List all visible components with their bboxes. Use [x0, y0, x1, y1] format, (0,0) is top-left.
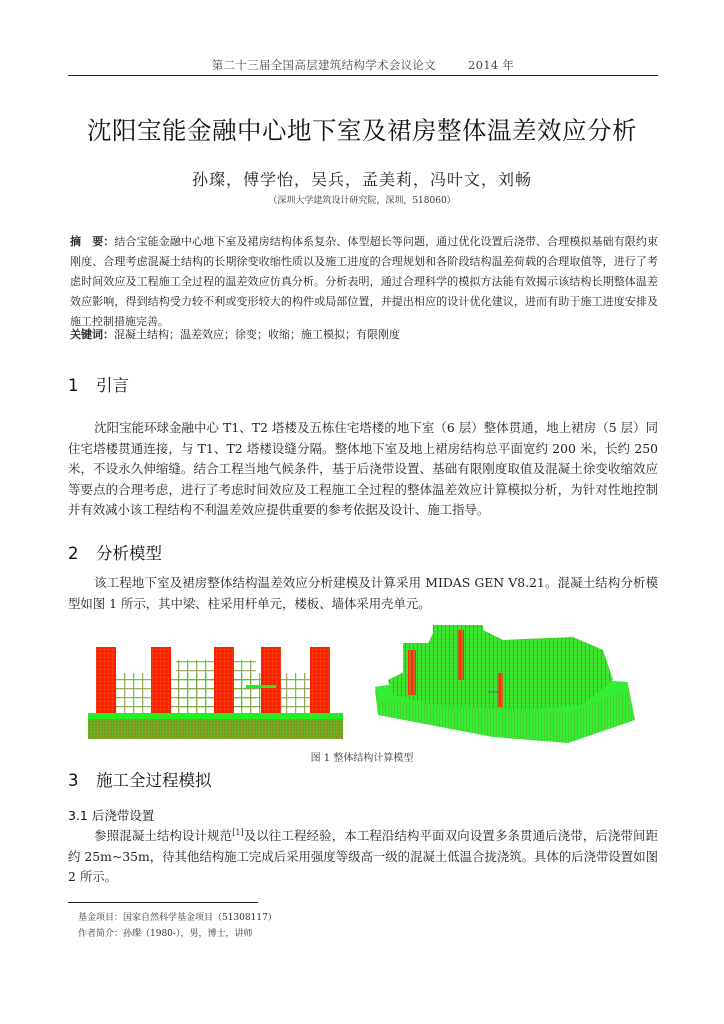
section-heading-2 — [68, 540, 162, 564]
section-number: 3 — [68, 771, 79, 790]
footnote-rule — [68, 902, 258, 903]
keywords-label: 关键词： — [70, 328, 114, 341]
section-2-paragraph — [68, 573, 658, 614]
figure-1-caption: 图 1 整体结构计算模型 — [310, 753, 414, 764]
header-rule — [68, 75, 658, 76]
section-title: 分析模型 — [96, 544, 162, 563]
subsection-heading-3-1 — [68, 806, 154, 824]
section-number: 1 — [68, 376, 79, 395]
keywords — [70, 326, 658, 342]
section-3-1-paragraph — [68, 823, 658, 888]
conference-name: 第二十三届全国高层建筑结构学术会议论文 — [211, 58, 436, 72]
paragraph-text-after-ref: 及以往工程经验，本工程沿结构平面双向设置多条贯通后浇带，后浇带间距约 25m~35m，待其他结构施工完成后采用强度等级高一级的混凝土低温合拢浇筑。具体的后浇带设置如图 2 所示。 — [68, 828, 659, 885]
elevation-model-image — [88, 625, 348, 740]
abstract-label: 摘 要： — [70, 235, 115, 248]
abstract-text: 结合宝能金融中心地下室及裙房结构体系复杂、体型超长等问题，通过优化设置后浇带、合理模拟基础有限约束刚度、合理考虑混凝土结构的长期徐变收缩性质以及施工进度的合理规划和各阶段结构温差荷载的合理取值等，进行了考虑时间效应及工程施工全过程的温差效应仿真分析。分析表明，通过合理科学的模拟方法能有效揭示该结构长期整体温差效应影响，得到结构受力较不利或变形较大的构件或局部位置，并提出相应的设计优化建议，进而有助于施工进度安排及施工控制措施完善。 — [70, 235, 659, 328]
section-heading-1 — [68, 372, 129, 396]
section-heading-3 — [68, 767, 212, 791]
paragraph-text-before-ref: 参照混凝土结构设计规范 — [94, 828, 233, 844]
citation-ref[interactable]: [1] — [232, 828, 244, 837]
section-1-paragraph — [68, 418, 658, 521]
section-title: 施工全过程模拟 — [96, 771, 212, 790]
svg-text:▭▭▭: ▭▭▭ — [488, 689, 500, 694]
subsection-number: 3.1 — [68, 808, 88, 823]
running-header — [68, 57, 658, 73]
footnote-author-bio: 作者简介：孙璨（1980-），男，博士，讲师 — [78, 929, 253, 939]
figure-1 — [88, 625, 643, 745]
paper-title: 沈阳宝能金融中心地下室及裙房整体温差效应分析 — [87, 116, 637, 145]
subsection-title: 后浇带设置 — [91, 808, 155, 823]
conference-year: 2014 年 — [467, 58, 515, 72]
isometric-model-image — [373, 625, 638, 745]
paragraph-text: 沈阳宝能环球金融中心 T1、T2 塔楼及五栋住宅塔楼的地下室（6 层）整体贯通，地上裙房（5 层）同住宅塔楼贯通连接，与 T1、T2 塔楼设缝分隔。整体地下室及地上裙房结构总平面宽约 200 米，长约 250 米，不设永久伸缩缝。结合工程当地气候条件，基于后浇带设置、基础有限刚度取值及混凝土徐变收缩效应等要点的合理考虑，进行了考虑时间效应及工程施工全过程的整体温差效应计算模拟分析，为针对性地控制并有效减小该工程结构不利温差效应提供重要的参考依据及设计、施工指导。 — [68, 420, 658, 517]
abstract — [70, 232, 658, 332]
authors: 孙璨，傅学怡，吴兵，孟美莉，冯叶文，刘畅 — [191, 170, 532, 189]
keywords-text: 混凝土结构；温差效应；徐变；收缩；施工模拟；有限刚度 — [114, 328, 400, 341]
footnote-funding: 基金项目：国家自然科学基金项目（51308117） — [78, 913, 277, 923]
section-number: 2 — [68, 544, 79, 563]
section-title: 引言 — [96, 376, 129, 395]
paragraph-text: 该工程地下室及裙房整体结构温差效应分析建模及计算采用 MIDAS GEN V8.21。混凝土结构分析模型如图 1 所示，其中梁、柱采用杆单元，楼板、墙体采用壳单元。 — [68, 575, 658, 611]
affiliation: （深圳大学建筑设计研究院，深圳，518060） — [268, 196, 456, 206]
